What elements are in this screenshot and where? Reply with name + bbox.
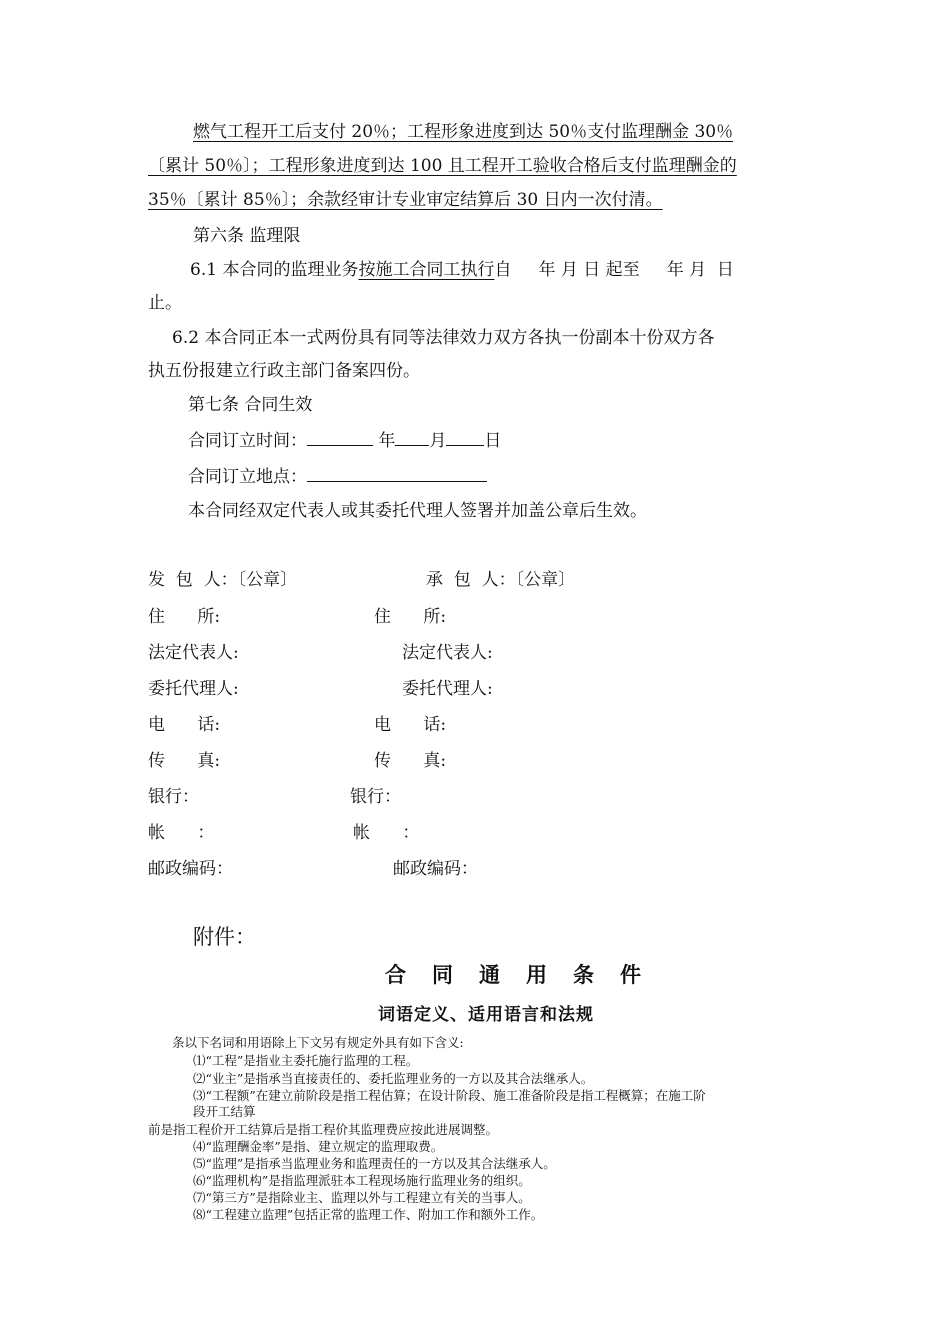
- article-6-1-text-a: 6.1 本合同的监理业务: [190, 260, 359, 280]
- left-account: 帐 ：: [148, 823, 215, 843]
- definition-item: ⑵“业主”是指承当直接责任的、委托监理业务的一方以及其合法继承人。: [193, 1071, 594, 1086]
- payment-line-3: 35％〔累计 85％〕；余款经审计专业审定结算后 30 日内一次付清。: [148, 190, 663, 210]
- contract-time-line: [188, 429, 501, 452]
- payment-line-2: 〔累计 50％〕；工程形象进度到达 100 且工程开工验收合格后支付监理酬金的: [148, 156, 737, 176]
- article-6-heading: 第六条 监理限: [193, 226, 301, 246]
- article-6-1-text-c: 自 年 月 日 起至 年 月 日: [494, 260, 734, 280]
- month-label: 月: [429, 431, 447, 451]
- right-bank: 银行：: [350, 787, 401, 807]
- day-label: 日: [484, 431, 502, 451]
- left-postcode: 邮政编码：: [148, 859, 233, 879]
- definition-item-continued: 段开工结算: [193, 1104, 256, 1119]
- place-blank: [307, 465, 487, 482]
- definitions-intro: 条以下名词和用语除上下文另有规定外具有如下含义:: [172, 1035, 464, 1050]
- right-postcode: 邮政编码：: [393, 859, 478, 879]
- right-party: 承 包 人：〔公章〕: [426, 570, 576, 590]
- month-blank: [395, 429, 429, 446]
- right-address: 住 所:: [374, 607, 447, 627]
- right-account: 帐 ：: [353, 823, 420, 843]
- definition-item: ⑻“工程建立监理”包括正常的监理工作、附加工作和额外工作。: [193, 1207, 544, 1222]
- left-address: 住 所:: [148, 607, 221, 627]
- definition-item: ⑴“工程”是指业主委托施行监理的工程。: [193, 1053, 419, 1068]
- definition-item: ⑸“监理”是指承当监理业务和监理责任的一方以及其合法继承人。: [193, 1156, 556, 1171]
- day-blank: [446, 429, 484, 446]
- payment-line-1: 燃气工程开工后支付 20％；工程形象进度到达 50％支付监理酬金 30％: [193, 122, 734, 142]
- definition-item: ⑹“监理机构”是指监理派驻本工程现场施行监理业务的组织。: [193, 1173, 531, 1188]
- contract-place-label: 合同订立地点：: [188, 467, 307, 487]
- right-agent: 委托代理人:: [402, 679, 493, 699]
- right-fax: 传 真:: [374, 751, 447, 771]
- left-bank: 银行：: [148, 787, 199, 807]
- effect-clause: 本合同经双定代表人或其委托代理人签署并加盖公章后生效。: [188, 501, 647, 521]
- left-phone: 电 话:: [148, 715, 221, 735]
- article-6-1-line-1: [190, 259, 734, 281]
- right-phone: 电 话:: [374, 715, 447, 735]
- definition-item: ⑶“工程额”在建立前阶段是指工程估算；在设计阶段、施工准备阶段是指工程概算；在施工阶: [193, 1088, 706, 1103]
- definition-item: ⑷“监理酬金率”是指、建立规定的监理取费。: [193, 1139, 444, 1154]
- right-legal-rep: 法定代表人:: [402, 643, 493, 663]
- article-6-2-line-2: 执五份报建立行政主部门备案四份。: [148, 361, 420, 381]
- left-agent: 委托代理人:: [148, 679, 239, 699]
- year-blank: [307, 429, 373, 446]
- article-6-1-text-underlined: 按施工合同工执行: [358, 260, 495, 280]
- article-7-heading: 第七条 合同生效: [188, 395, 313, 415]
- left-legal-rep: 法定代表人:: [148, 643, 239, 663]
- annex-label: 附件：: [193, 925, 256, 949]
- definition-item: ⑺“第三方”是指除业主、监理以外与工程建立有关的当事人。: [193, 1190, 531, 1205]
- annex-subtitle: 词语定义、适用语言和法规: [378, 1005, 594, 1025]
- left-party: 发 包 人：〔公章〕: [148, 570, 298, 590]
- year-label: 年: [378, 431, 396, 451]
- annex-title: 合同通用条件: [385, 962, 667, 987]
- definition-item-continued: 前是指工程价开工结算后是指工程价其监理费应按此进展调整。: [148, 1122, 499, 1137]
- contract-time-label: 合同订立时间：: [188, 431, 307, 451]
- article-6-2-line-1: 6.2 本合同正本一式两份具有同等法律效力双方各执一份副本十份双方各: [172, 328, 715, 348]
- article-6-1-line-2: 止。: [148, 293, 182, 313]
- contract-place-line: [188, 465, 487, 488]
- left-fax: 传 真:: [148, 751, 221, 771]
